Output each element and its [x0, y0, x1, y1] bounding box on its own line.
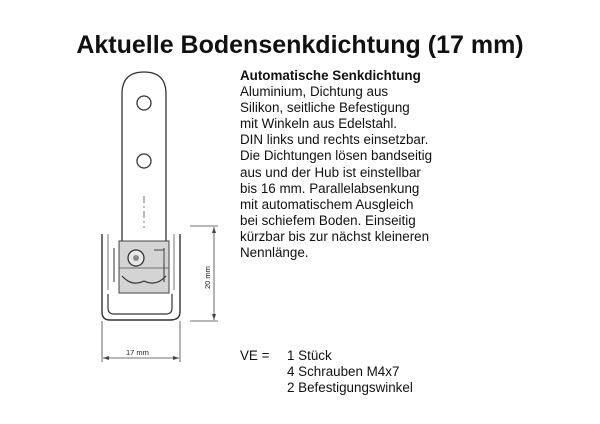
- description-line: mit Winkeln aus Edelstahl.: [240, 116, 398, 132]
- height-dimension-label: 20 mm: [203, 266, 212, 289]
- technical-drawing: [92, 68, 232, 378]
- packaging-item: 2 Befestigungswinkel: [287, 380, 413, 396]
- width-dimension: [102, 321, 180, 362]
- description-line: Nennlänge.: [240, 245, 309, 261]
- description-line: bis 16 mm. Parallelabsenkung: [240, 180, 420, 196]
- description-line: Silikon, seitliche Befestigung: [240, 100, 410, 116]
- description-line: kürzbar bis zur nächst kleineren: [240, 228, 430, 244]
- height-dimension: [190, 226, 218, 321]
- description-line: mit automatischem Ausgleich: [240, 196, 414, 212]
- description-line: aus und der Hub ist einstellbar: [240, 164, 421, 180]
- seal-lip: [108, 294, 172, 314]
- page-title: Aktuelle Bodensenkdichtung (17 mm): [76, 31, 524, 59]
- description-line: DIN links und rechts einsetzbar.: [240, 132, 429, 148]
- description-line: Die Dichtungen lösen bandseitig: [240, 148, 433, 164]
- seal-profile: [102, 234, 180, 320]
- packaging-item: 4 Schrauben M4x7: [287, 364, 400, 380]
- description-heading: Automatische Senkdichtung: [240, 68, 421, 83]
- product-description: [240, 68, 500, 261]
- packaging-label: VE =: [240, 348, 270, 363]
- description-line: Aluminium, Dichtung aus: [240, 84, 389, 100]
- width-dimension-label: 17 mm: [126, 348, 149, 357]
- slot-hole-upper: [137, 96, 151, 110]
- packaging-item: 1 Stück: [287, 348, 332, 363]
- slot-hole-lower: [137, 154, 151, 168]
- packaging-unit: [240, 348, 413, 396]
- description-line: bei schiefem Boden. Einseitig: [240, 212, 416, 228]
